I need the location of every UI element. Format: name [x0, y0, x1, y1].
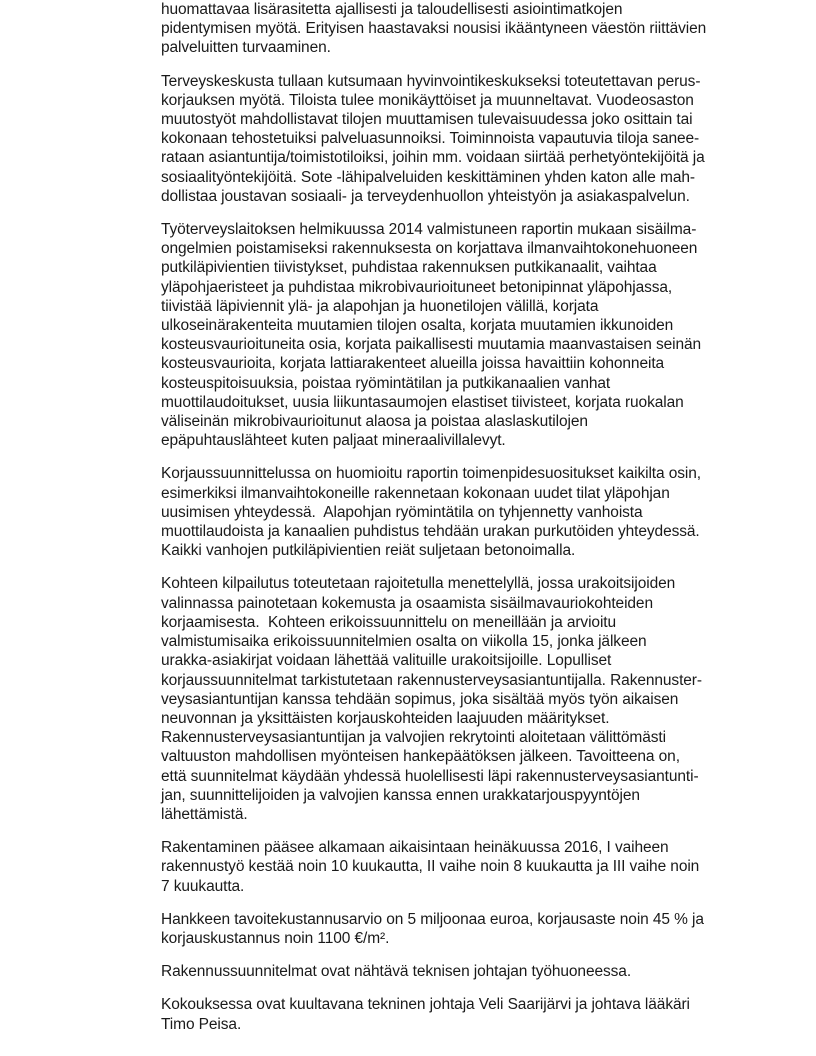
paragraph-wellbeing-center [161, 72, 761, 206]
text-line: putkiläpivientien tiivistykset, puhdistaa rakennuksen putkikanaalit, vaihtaa [161, 259, 657, 277]
text-line: muottilaudoista ja kanaalien puhdistus tehdään urakan purkutöiden yhteydessä. [161, 523, 700, 541]
text-line: Kaikki vanhojen putkiläpivientien reiät suljetaan betonoimalla. [161, 542, 576, 560]
paragraph-cost-estimate [161, 910, 761, 948]
text-line: Kokouksessa ovat kuultavana tekninen johtaja Veli Saarijärvi ja johtava lääkäri [161, 996, 690, 1014]
text-line: epäpuhtauslähteet kuten paljaat mineraalivillalevyt. [161, 432, 506, 450]
text-line: dollistaa joustavan sosiaali- ja terveydenhuollon yhteistyön ja asiakaspalvelun. [161, 187, 690, 205]
paragraph-intro-services [161, 0, 761, 58]
paragraph-persons-heard [161, 995, 761, 1033]
text-line: Rakennusterveysasiantuntijan ja valvojien rekrytointi aloitetaan välittömästi [161, 729, 666, 747]
text-line: korjaamisesta. Kohteen erikoissuunnittelu on meneillään ja arvioitu [161, 613, 617, 631]
text-line: sosiaalityöntekijöitä. Sote -lähipalveluiden keskittäminen yhden katon alle mah- [161, 168, 695, 186]
text-line: valtuuston mahdollisen myönteisen hankepäätöksen jälkeen. Tavoitteena on, [161, 748, 680, 766]
text-line: kosteusvaurioituneita osia, korjata paikallisesti muutamia maanvastaisen seinän [161, 336, 702, 354]
text-line: kosteuspitoisuuksia, poistaa ryömintätilan ja putkikanaalien vanhat [161, 374, 611, 392]
text-line: veysasiantuntijan kanssa tehdään sopimus, joka sisältää myös työn aikaisen [161, 690, 679, 708]
text-line: korjauskustannus noin 1100 €/m². [161, 929, 390, 947]
paragraph-tendering-process [161, 574, 761, 824]
text-line: Hankkeen tavoitekustannusarvio on 5 miljoonaa euroa, korjausaste noin 45 % ja [161, 910, 704, 928]
text-line: palveluitten turvaaminen. [161, 39, 331, 57]
text-line: jan, suunnittelijoiden ja valvojien kanssa ennen urakkatarjouspyyntöjen [161, 786, 640, 804]
text-line: Korjaussuunnittelussa on huomioitu raportin toimenpidesuositukset kaikilta osin, [161, 465, 701, 483]
text-line: Rakentaminen pääsee alkamaan aikaisintaan heinäkuussa 2016, I vaiheen [161, 839, 669, 857]
text-line: muottilaudoitukset, uusia liikuntasaumojen elastiset tiivisteet, korjata ruokalan [161, 393, 684, 411]
text-line: esimerkiksi ilmanvaihtokoneille rakennetaan kokonaan uudet tilat yläpohjan [161, 484, 670, 502]
text-line: valinnassa painotetaan kokemusta ja osaamista sisäilmavauriokohteiden [161, 594, 653, 612]
paragraph-tyoterveyslaitos-report [161, 220, 761, 450]
text-line: tiivistää läpiviennit ylä- ja alapohjan ja huonetilojen välillä, korjata [161, 297, 599, 315]
text-line: ulkoseinärakenteita muutamien tilojen osalta, korjata muutamien ikkunoiden [161, 317, 674, 335]
text-line: rataan asiantuntija/toimistotiloiksi, joihin mm. voidaan siirtää perhetyöntekijöitä ja [161, 149, 705, 167]
text-line: lähettämistä. [161, 805, 248, 823]
text-line: Rakennussuunnitelmat ovat nähtävä teknisen johtajan työhuoneessa. [161, 963, 632, 981]
text-line: Timo Peisa. [161, 1015, 242, 1033]
text-line: urakka-asiakirjat voidaan lähettää valituille urakoitsijoille. Lopulliset [161, 652, 612, 670]
text-line: huomattavaa lisärasitetta ajallisesti ja taloudellisesti asiointimatkojen [161, 1, 623, 18]
text-line: korjaussuunnitelmat tarkistutetaan rakennusterveysasiantuntijalla. Rakennuster- [161, 671, 702, 689]
text-line: kokonaan tehostetuiksi palveluasunnoiksi. Toiminnoista vapautuvia tiloja sanee- [161, 130, 700, 148]
text-line: että suunnitelmat käydään yhdessä huolellisesti läpi rakennusterveysasiantunti- [161, 767, 699, 785]
text-line: rakennustyö kestää noin 10 kuukautta, II vaihe noin 8 kuukautta ja III vaihe noin [161, 858, 700, 876]
text-line: 7 kuukautta. [161, 877, 245, 895]
text-line: Kohteen kilpailutus toteutetaan rajoitetulla menettelyllä, jossa urakoitsijoiden [161, 575, 676, 593]
text-line: ongelmien poistamiseksi rakennuksesta on korjattava ilmanvaihtokonehuoneen [161, 240, 698, 258]
paragraph-plans-on-display [161, 962, 761, 981]
text-line: neuvonnan ja yksittäisten korjauskohteiden laajuuden määritykset. [161, 709, 610, 727]
text-line: pidentymisen myötä. Erityisen haastavaksi nousisi ikääntyneen väestön riittävien [161, 20, 707, 38]
text-line: väliseinän mikrobivaurioitunut alaosa ja poistaa alaslaskutilojen [161, 413, 588, 431]
document-text-column [161, 0, 761, 1048]
text-line: muutostyöt mahdollistavat tilojen muuttamisen tulevaisuudessa joko osittain tai [161, 111, 693, 129]
text-line: Työterveyslaitoksen helmikuussa 2014 valmistuneen raportin mukaan sisäilma- [161, 221, 697, 239]
text-line: yläpohjaeristeet ja puhdistaa mikrobivaurioituneet betonipinnat yläpohjassa, [161, 278, 673, 296]
paragraph-repair-planning [161, 464, 761, 560]
paragraph-construction-schedule [161, 838, 761, 896]
text-line: uusimisen yhteydessä. Alapohjan ryömintätila on tyhjennetty vanhoista [161, 503, 643, 521]
text-line: Terveyskeskusta tullaan kutsumaan hyvinvointikeskukseksi toteutettavan perus- [161, 72, 701, 90]
text-line: valmistumisaika erikoissuunnitelmien osalta on viikolla 15, jonka jälkeen [161, 633, 647, 651]
text-line: korjauksen myötä. Tiloista tulee monikäyttöiset ja muunneltavat. Vuodeosaston [161, 91, 694, 109]
text-line: kosteusvaurioita, korjata lattiarakenteet alueilla joissa havaittiin kohonneita [161, 355, 665, 373]
